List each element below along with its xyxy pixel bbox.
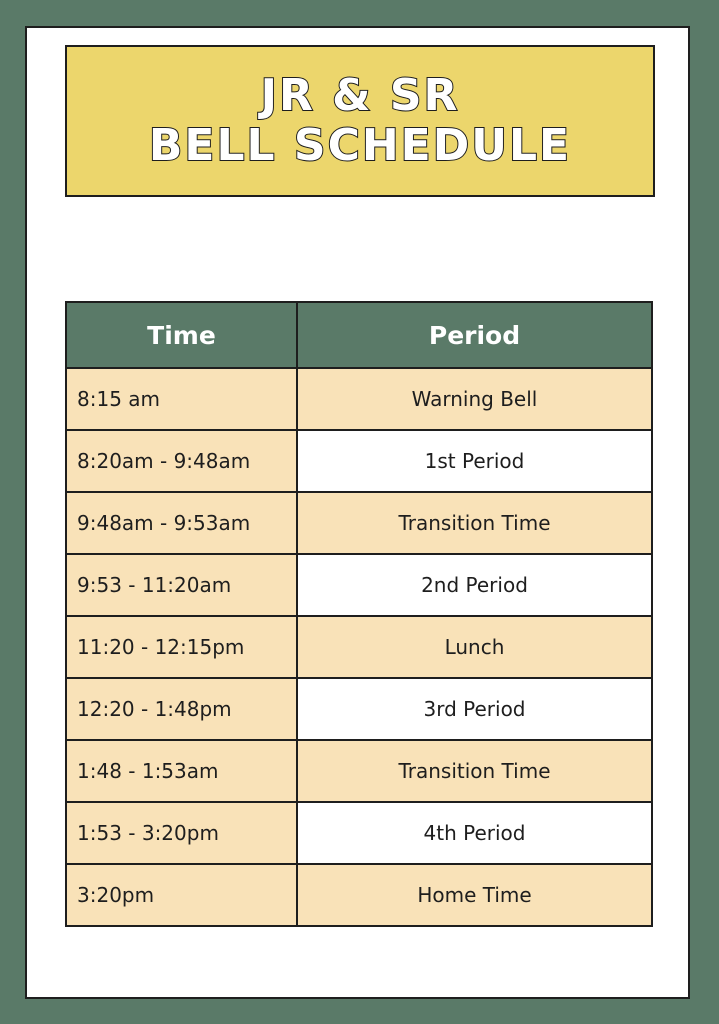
time-cell: 1:53 - 3:20pm <box>66 802 297 864</box>
period-column-header: Period <box>297 302 652 368</box>
table-row <box>66 802 652 864</box>
table-header-row <box>66 302 652 368</box>
table-row <box>66 864 652 926</box>
time-cell: 12:20 - 1:48pm <box>66 678 297 740</box>
period-cell: 2nd Period <box>297 554 652 616</box>
period-cell: 1st Period <box>297 430 652 492</box>
period-cell: Lunch <box>297 616 652 678</box>
period-cell: Transition Time <box>297 492 652 554</box>
period-cell: 4th Period <box>297 802 652 864</box>
period-cell: Warning Bell <box>297 368 652 430</box>
table-row <box>66 368 652 430</box>
period-cell: 3rd Period <box>297 678 652 740</box>
time-cell: 1:48 - 1:53am <box>66 740 297 802</box>
period-cell: Transition Time <box>297 740 652 802</box>
time-cell: 8:20am - 9:48am <box>66 430 297 492</box>
table-row <box>66 492 652 554</box>
title-banner <box>65 45 655 197</box>
time-cell: 9:48am - 9:53am <box>66 492 297 554</box>
table-row <box>66 616 652 678</box>
time-column-header: Time <box>66 302 297 368</box>
time-cell: 8:15 am <box>66 368 297 430</box>
time-cell: 11:20 - 12:15pm <box>66 616 297 678</box>
table-row <box>66 430 652 492</box>
title-line-1: JR & SR <box>260 70 460 121</box>
schedule-page <box>25 26 690 999</box>
time-cell: 3:20pm <box>66 864 297 926</box>
period-cell: Home Time <box>297 864 652 926</box>
table-row <box>66 678 652 740</box>
table-row <box>66 740 652 802</box>
title-line-2: BELL SCHEDULE <box>148 120 572 171</box>
time-cell: 9:53 - 11:20am <box>66 554 297 616</box>
bell-schedule-table <box>65 301 653 927</box>
table-row <box>66 554 652 616</box>
